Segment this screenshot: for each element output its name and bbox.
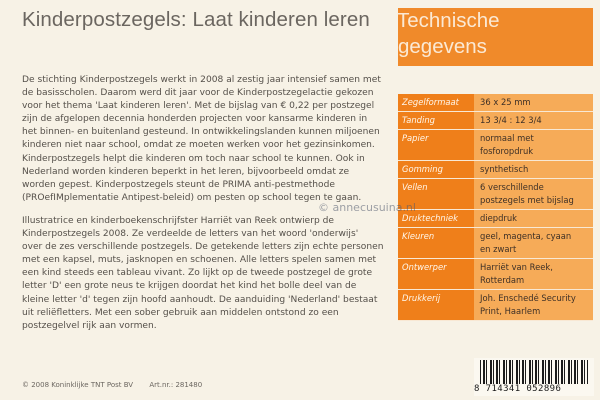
- spec-value: [474, 228, 593, 258]
- spec-row: [398, 228, 593, 259]
- intro-line: Kinderpostzegels 2008. Ze verdeelde de letters van het woord 'onderwijs': [22, 229, 359, 240]
- intro-line: het binnen- en buitenland gesteund. In ontwikkelingslanden kunnen miljoenen: [22, 127, 380, 138]
- intro-line: kinderen niet naar school, omdat ze moeten werken voor het gezinsinkomen.: [22, 140, 375, 151]
- spec-row: [398, 210, 593, 228]
- spec-value: [474, 112, 593, 129]
- spec-value-line: Rotterdam: [480, 275, 525, 285]
- intro-line: (PROefIMplementatie Antipest-beleid) om pesten op school tegen te gaan.: [22, 192, 362, 203]
- article-number: Art.nr.: 281480: [149, 381, 203, 389]
- spec-value-line: 36 x 25 mm: [480, 97, 531, 107]
- spec-row: [398, 130, 593, 161]
- intro-line: postzegelvel rijk aan vormen.: [22, 320, 157, 331]
- spec-label: Tanding: [398, 112, 474, 129]
- spec-row: [398, 161, 593, 179]
- spec-row: [398, 179, 593, 210]
- spec-value: [474, 259, 593, 289]
- intro-line: de basisscholen. Daarom werd dit jaar voor de Kinderpostzegelactie gekozen: [22, 88, 374, 99]
- barcode-bars: [480, 360, 588, 384]
- intro-line: worden gepest. Kinderpostzegels steunt de PRIMA anti-pestmethode: [22, 179, 335, 190]
- spec-value-line: diepdruk: [480, 213, 518, 223]
- spec-value-line: fosforopdruk: [480, 146, 534, 156]
- spec-value-line: postzegels met bijslag: [480, 195, 574, 205]
- spec-value: [474, 210, 593, 227]
- spec-value: [474, 130, 593, 160]
- spec-row: [398, 112, 593, 130]
- footer: [22, 381, 216, 389]
- spec-value: [474, 290, 593, 320]
- intro-line: Kinderpostzegels helpt die kinderen om toch naar school te kunnen. Ook in: [22, 153, 365, 164]
- spec-value-line: 6 verschillende: [480, 182, 544, 192]
- tech-specs-table: [398, 94, 593, 321]
- intro-paragraph-2: [22, 215, 397, 333]
- barcode: [474, 358, 594, 396]
- tech-specs-header: [398, 8, 593, 66]
- spec-value: [474, 161, 593, 178]
- intro-line: een kind steeds een tableau vivant. Zo lijkt op de tweede postzegel de grote: [22, 268, 373, 279]
- intro-line: over de zes verschillende postzegels. De getekende letters zijn echte personen: [22, 242, 384, 253]
- copyright-text: © 2008 Koninklijke TNT Post BV: [22, 381, 134, 389]
- spec-value: [474, 94, 593, 111]
- watermark: © annecusuina.nl: [318, 201, 416, 214]
- intro-line: uit reliëfletters. Met een sober gebruik aan middelen ontstond zo een: [22, 307, 339, 318]
- spec-value-line: en zwart: [480, 244, 517, 254]
- page-title: Kinderpostzegels: Laat kinderen leren: [22, 8, 370, 31]
- spec-row: [398, 94, 593, 112]
- spec-label: Drukkerij: [398, 290, 474, 320]
- intro-line: De stichting Kinderpostzegels werkt in 2008 al zestig jaar intensief samen met: [22, 75, 381, 85]
- spec-value-line: normaal met: [480, 133, 534, 143]
- intro-line: Nederland worden kinderen beperkt in het leren, bijvoorbeeld omdat ze: [22, 166, 350, 177]
- intro-line: met een kapsel, muts, jasknopen en schoenen. Alle letters spelen samen met: [22, 255, 377, 266]
- spec-value-line: geel, magenta, cyaan: [480, 231, 572, 241]
- spec-row: [398, 259, 593, 290]
- spec-label: Papier: [398, 130, 474, 160]
- spec-label: Druktechniek: [398, 210, 474, 227]
- intro-line: voor het thema 'Laat kinderen leren'. Met de bijslag van € 0,22 per postzegel: [22, 101, 375, 112]
- spec-value-line: 13 3/4 : 12 3/4: [480, 115, 542, 125]
- tech-title-line-1: Technische: [397, 9, 500, 32]
- spec-label: Gomming: [398, 161, 474, 178]
- intro-paragraph-1: [22, 74, 397, 205]
- intro-line: kleine letter 'd' tegen zijn hoofd aanhoudt. De aanduiding 'Nederland' bestaat: [22, 294, 378, 305]
- spec-value-line: Joh. Enschedé Security: [480, 293, 576, 303]
- intro-line: letter 'D' een grote neus te krijgen doordat het kind het bolle deel van de: [22, 281, 357, 292]
- spec-label: Zegelformaat: [398, 94, 474, 111]
- tech-title-line-2: gegevens: [398, 35, 487, 58]
- spec-row: [398, 290, 593, 321]
- intro-line: zijn de afgelopen decennia honderden projecten voor kansarme kinderen in: [22, 114, 368, 125]
- spec-value: [474, 179, 593, 209]
- spec-value-line: Harriët van Reek,: [480, 262, 553, 272]
- spec-value-line: Print, Haarlem: [480, 306, 541, 316]
- spec-label: Ontwerper: [398, 259, 474, 289]
- spec-label: Vellen: [398, 179, 474, 209]
- intro-line: Illustratrice en kinderboekenschrijfster Harriët van Reek ontwierp de: [22, 215, 334, 226]
- barcode-number: 8 714341 052896: [474, 384, 562, 394]
- spec-value-line: synthetisch: [480, 164, 529, 174]
- spec-label: Kleuren: [398, 228, 474, 258]
